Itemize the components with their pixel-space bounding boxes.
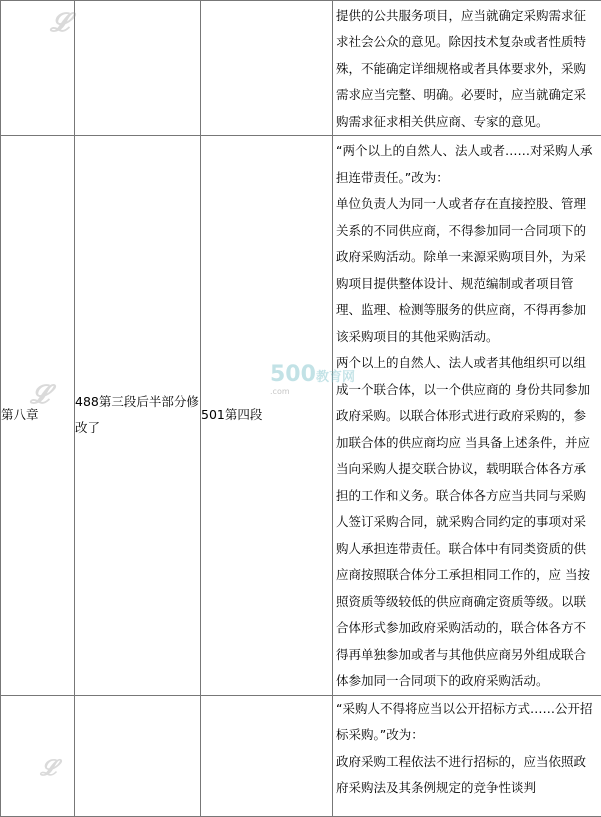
revision-paragraph: “采购人不得将应当以公开招标方式……公开招标采购。”改为： bbox=[336, 696, 598, 749]
chapter-cell: 第八章 bbox=[1, 136, 75, 696]
new-reference-cell bbox=[201, 1, 333, 136]
revision-text-cell bbox=[333, 1, 601, 136]
revision-paragraph: 提供的公共服务项目，应当就确定采购需求征求社会公众的意见。除因技术复杂或者性质特殊，不能确定详细规格或者具体要求外，采购需求应当完整、明确。必要时，应当就确定采购需求征求相关供应商、专家的意见。 bbox=[336, 3, 598, 136]
chapter-cell bbox=[1, 695, 75, 816]
chapter-cell bbox=[1, 1, 75, 136]
table-row bbox=[1, 1, 601, 136]
table-row bbox=[1, 136, 601, 696]
revision-paragraph: 单位负责人为同一人或者存在直接控股、管理关系的不同供应商，不得参加同一合同项下的政府采购活动。除单一来源采购项目外，为采购项目提供整体设计、规范编制或者项目管理、监理、检测等服务的供应商，不得再参加该采购项目的其他采购活动。 bbox=[336, 191, 598, 350]
old-reference-cell bbox=[75, 695, 201, 816]
old-reference-cell bbox=[75, 1, 201, 136]
watermark-mark: 𝓛 bbox=[30, 380, 49, 411]
table-row bbox=[1, 695, 601, 816]
watermark-logo-domain: .com bbox=[270, 387, 355, 396]
revision-text-cell bbox=[333, 136, 601, 696]
new-reference-cell: 501第四段 bbox=[201, 136, 333, 696]
old-reference-cell: 488第三段后半部分修改了 bbox=[75, 136, 201, 696]
revision-paragraph: “两个以上的自然人、法人或者……对采购人承担连带责任。”改为： bbox=[336, 138, 598, 191]
watermark-mark: 𝓛 bbox=[40, 755, 56, 781]
watermark-logo-number: 500 bbox=[270, 362, 316, 387]
revision-paragraph: 政府采购工程依法不进行招标的，应当依照政府采购法及其条例规定的竞争性谈判 bbox=[336, 749, 598, 802]
revision-paragraph: 两个以上的自然人、法人或者其他组织可以组成一个联合体，以一个供应商的 身份共同参加政府采购。以联合体形式进行政府采购的，参加联合体的供应商均应 当具备上述条件，并应当向采购人提交联合协议，载明联合体各方承担的工作和义务。联合体各方应当共同与采购人签订采购合同，就采购合同约定的事项对采购人承担连带责任。联合体中有同类资质的供应商按照联合体分工承担相同工作的，应 当按照资质等级较低的供应商确定资质等级。以联合体形式参加政府采购活动的，联合体各方不得再单独参加或者与其他供应商另外组成联合体参加同一合同项下的政府采购活动。 bbox=[336, 350, 598, 695]
watermark-mark: 𝓛 bbox=[50, 8, 69, 39]
new-reference-cell bbox=[201, 695, 333, 816]
revision-text-cell bbox=[333, 695, 601, 816]
watermark-logo-text: 教育网 bbox=[316, 370, 355, 385]
